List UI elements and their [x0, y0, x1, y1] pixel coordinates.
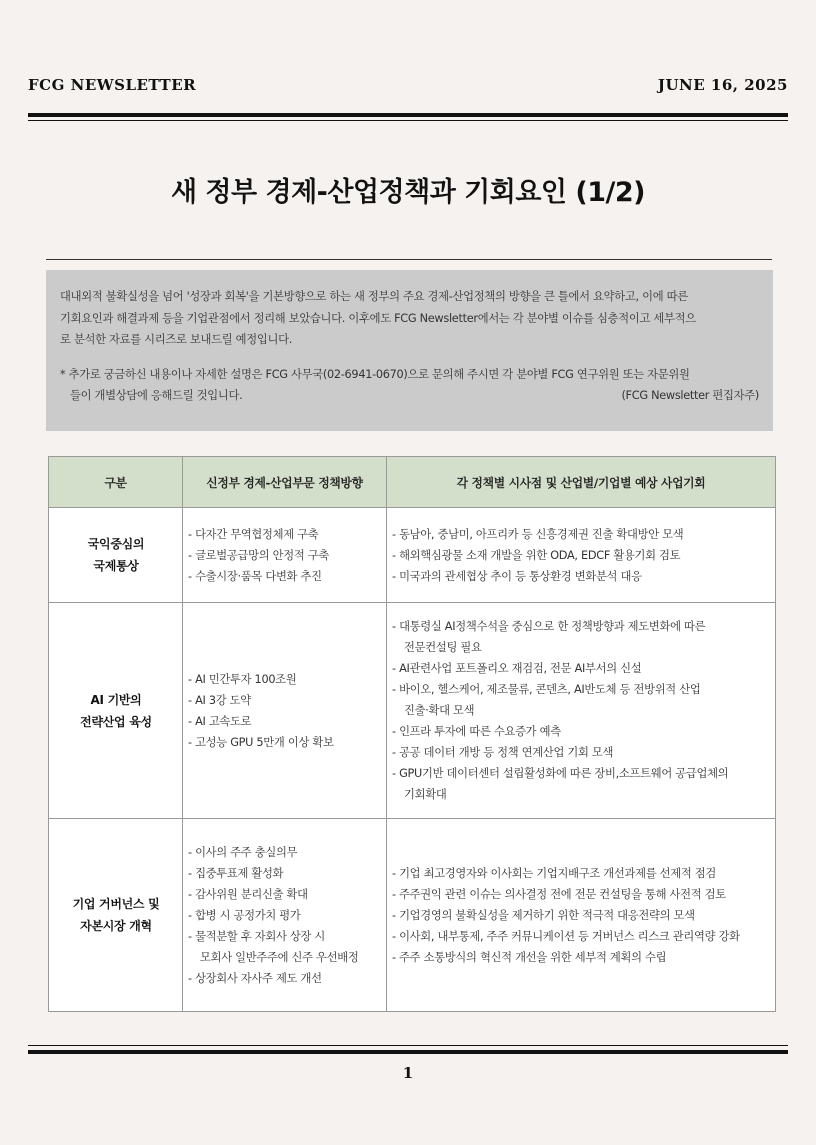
column-header-policy: 신정부 경제-산업부문 정책방향 — [183, 457, 387, 508]
category-line: 국제통상 — [93, 559, 139, 573]
opportunity-item: - 기업 최고경영자와 이사회는 기업지배구조 개선과제를 선제적 점검 — [392, 866, 716, 880]
policy-item: - 상장회사 자사주 제도 개선 — [188, 971, 322, 985]
header-rule-thick — [28, 113, 788, 117]
category-line: 국익중심의 — [87, 537, 145, 551]
note-line: 들이 개별상담에 응해드릴 것입니다. — [70, 389, 243, 402]
table-row — [49, 508, 776, 603]
opportunity-item: - 해외핵심광물 소재 개발을 위한 ODA, EDCF 활용기회 검토 — [392, 548, 681, 562]
header-rule-thin — [28, 120, 788, 121]
issue-date: JUNE 16, 2025 — [657, 76, 788, 94]
title-divider — [46, 259, 772, 260]
policy-item: - AI 3강 도약 — [188, 693, 251, 707]
article-title: 새 정부 경제-산업정책과 기회요인 (1/2) — [170, 177, 646, 208]
row-category — [49, 508, 183, 603]
masthead — [28, 76, 788, 94]
opportunity-item: 진출·확대 모색 — [404, 704, 475, 717]
page-number: 1 — [402, 1064, 414, 1082]
opportunity-item: - 공공 데이터 개방 등 정책 연계산업 기회 모색 — [392, 746, 614, 759]
policy-table — [48, 456, 776, 1012]
policy-item: - 물적분할 후 자회사 상장 시 — [188, 929, 325, 943]
category-line: AI 기반의 — [90, 692, 142, 707]
footer-rule-thin — [28, 1045, 788, 1046]
opportunity-item: - 주주 소통방식의 혁신적 개선을 위한 세부적 계획의 수립 — [392, 950, 667, 964]
intro-box — [46, 270, 773, 431]
policy-item: - AI 고속도로 — [188, 714, 252, 728]
table-row — [49, 819, 776, 1012]
table-row — [49, 603, 776, 819]
policy-item: - 감사위원 분리신출 확대 — [188, 887, 308, 901]
opportunity-item: - GPU기반 데이터센터 설립활성화에 따른 장비,소프트웨어 공급업체의 — [392, 767, 729, 780]
intro-paragraph — [60, 286, 759, 351]
opportunity-list — [387, 603, 776, 819]
opportunity-item: - 동남아, 중남미, 아프리카 등 신흥경제권 진출 확대방안 모색 — [392, 527, 684, 541]
opportunity-item: 기회확대 — [404, 788, 447, 801]
opportunity-item: - 기업경영의 불확실성을 제거하기 위한 적극적 대응전략의 모색 — [392, 908, 695, 922]
policy-list — [183, 508, 387, 603]
opportunity-item: - 주주권익 관련 이슈는 의사결정 전에 전문 컨설팅을 통해 사전적 검토 — [392, 887, 726, 901]
intro-line: 로 분석한 자료를 시리즈로 보내드릴 예정입니다. — [60, 333, 293, 346]
opportunity-item: - 바이오, 헬스케어, 제조물류, 콘덴츠, AI반도체 등 전방위적 산업 — [392, 683, 701, 696]
policy-list — [183, 819, 387, 1012]
opportunity-item: - 대통령실 AI정책수석을 중심으로 한 정책방향과 제도변화에 따른 — [392, 620, 706, 633]
intro-line: 기회요인과 해결과제 등을 기업관점에서 정리해 보았습니다. 이후에도 FCG Newsletter에서는 각 분야별 이슈를 심층적이고 세부적으 — [60, 311, 696, 325]
opportunity-item: - 미국과의 관세협상 추이 등 통상환경 변화분석 대응 — [392, 569, 642, 583]
policy-item: - 다자간 무역협정체제 구축 — [188, 527, 319, 541]
policy-item: - 이사의 주주 충실의무 — [188, 845, 298, 859]
policy-item: - 글로벌공급망의 안정적 구축 — [188, 548, 330, 562]
footer-rule-thick — [28, 1050, 788, 1054]
category-line: 자본시장 개혁 — [80, 919, 152, 933]
policy-item: - 합병 시 공정가치 평가 — [188, 908, 301, 922]
policy-list — [183, 603, 387, 819]
column-header-category: 구분 — [49, 457, 183, 508]
opportunity-item: 전문컨설팅 필요 — [404, 641, 482, 654]
policy-item: - 집중투표제 활성화 — [188, 866, 284, 880]
opportunity-item: - AI관련사업 포트폴리오 재검검, 전문 AI부서의 신설 — [392, 662, 642, 675]
opportunity-list — [387, 819, 776, 1012]
policy-item: - 수출시장·품목 다변화 추진 — [188, 569, 322, 583]
editor-signature: (FCG Newsletter 편집자주) — [621, 389, 759, 402]
intro-line: 대내외적 불확실성을 넘어 '성장과 회복'을 기본방향으로 하는 새 정부의 주요 경제-산업정책의 방향을 큰 틀에서 요약하고, 이에 따른 — [60, 290, 688, 303]
column-header-opportunity: 각 정책별 시사점 및 산업별/기업별 예상 사업기회 — [387, 457, 776, 508]
policy-item: - 고성능 GPU 5만개 이상 확보 — [188, 735, 334, 749]
row-category — [49, 603, 183, 819]
newsletter-brand: FCG NEWSLETTER — [28, 76, 197, 94]
policy-item: - AI 민간투자 100조원 — [188, 672, 297, 686]
category-line: 전략산업 육성 — [80, 714, 152, 729]
contact-note — [60, 364, 759, 407]
policy-item: 모회사 일반주주에 신주 우선배정 — [200, 950, 359, 964]
opportunity-item: - 인프라 투자에 따른 수요증가 예측 — [392, 725, 561, 738]
category-line: 기업 거버넌스 및 — [72, 897, 160, 911]
opportunity-list — [387, 508, 776, 603]
opportunity-item: - 이사회, 내부통제, 주주 커뮤니케이션 등 거버넌스 리스크 관리역량 강화 — [392, 929, 740, 943]
row-category — [49, 819, 183, 1012]
note-line: * 추가로 궁금하신 내용이나 자세한 설명은 FCG 사무국(02-6941-0670)으로 문의해 주시면 각 분야별 FCG 연구위원 또는 자문위원 — [60, 367, 690, 381]
table-header-row — [49, 457, 776, 508]
